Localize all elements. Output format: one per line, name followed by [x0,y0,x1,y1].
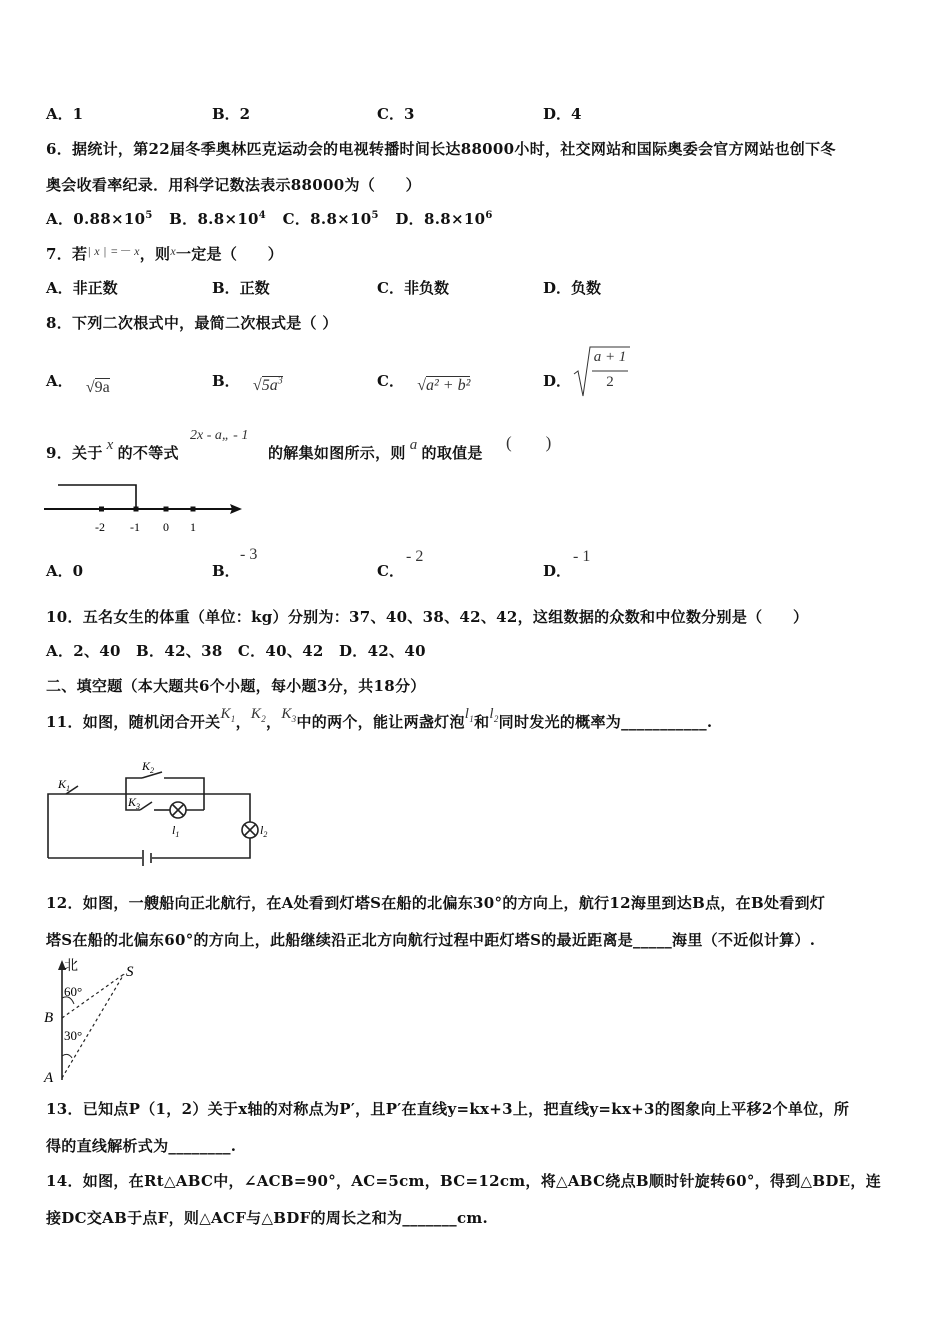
q6-stem-line2: 奥会收看率纪录．用科学记数法表示88000为（ ） [46,176,421,194]
fraction-denominator: 2 [606,374,614,390]
angle-arc-30 [62,1054,72,1058]
tick-mark [164,507,169,512]
q9-option-d-value: - 1 [573,548,591,565]
q9-option-b-value: - 3 [240,546,258,563]
fraction-numerator: a + 1 [593,349,627,365]
q9-number-line [44,478,254,542]
q7-option-c: C．非负数 [377,279,449,297]
q9-answer-paren: ( ) [506,433,552,452]
q13-stem-line1: 13．已知点P（1，2）关于x轴的对称点为P′，且P′在直线y=kx+3上，把直线y=kx+3的图象向上平移2个单位，所 [46,1100,850,1118]
q7-stem: 7．若$^{| x | =- x}$，则$^x$一定是（ ） [46,244,284,263]
wire [204,794,250,822]
q14-stem-line1: 14．如图，在Rt△ABC中，∠ACB=90°，AC=5cm，BC=12cm，将△ABC绕点B顺时针旋转60°，得到△BDE，连 [46,1172,882,1190]
q14-stem-line2: 接DC交AB于点F，则△ACF与△BDF的周长之和为_______cm. [46,1209,489,1227]
label-k1: $K_1$ [58,777,71,793]
q10-stem: 10．五名女生的体重（单位：kg）分别为：37、40、38、42、42，这组数据的众数和中位数分别是（ ） [46,608,809,626]
q9-stem-b: 的解集如图所示，则 a 的取值是 [268,437,483,462]
label-angle-30: 30° [64,1028,83,1043]
label-k3: $K_3$ [128,795,141,811]
tick-label: -2 [95,520,105,534]
label-s: S [126,964,134,980]
q8-option-b: B． $√5a^3$ [212,372,283,394]
q6-option-b: B．$8.8\times 10^4$ [169,210,267,228]
label-angle-60: 60° [64,984,83,999]
solution-ray [58,485,136,509]
q9-inequality: 2x - a„ - 1 [190,428,249,443]
tick-label: -1 [130,520,140,534]
q5-option-c: C．3 [377,105,415,123]
q6-option-a: A．$0.88\times 10^5$ [46,210,153,228]
q11-circuit-diagram [44,758,284,868]
wire [164,778,204,794]
section-heading-fill-in: 二、填空题（本大题共6个小题，每小题3分，共18分） [46,677,426,695]
label-b: B [44,1010,54,1026]
q9-option-c-value: - 2 [406,548,424,565]
wire [48,794,82,858]
q8-option-d: D． [543,372,572,390]
tick-label: 0 [163,520,169,534]
q9-option-b: B． [212,562,240,580]
q7-option-a: A．非正数 [46,279,118,297]
label-a: A [44,1070,54,1086]
q13-stem-line2: 得的直线解析式为________. [46,1137,237,1155]
q6-options [46,208,493,229]
q8-option-d-radical [572,344,632,398]
q8-option-a: A． √9a [46,372,110,396]
q9-stem-a: 9．关于 x 的不等式 [46,437,179,462]
q11-stem: 11．如图，随机闭合开关$K_1$，$K_2$，$K_3$中的两个，能让两盏灯泡$l_1$和$l_2$同时发光的概率为___________. [46,706,713,731]
q6-option-d: D．$8.8\times 10^6$ [395,210,493,228]
q12-stem-line1: 12．如图，一艘船向正北航行，在A处看到灯塔S在船的北偏东30°的方向上，航行12海里到达B点，在B处看到灯 [46,894,826,912]
q9-option-a: A．0 [46,562,84,580]
q7-option-b: B．正数 [212,279,270,297]
q10-options: A．2、40 B．42、38 C．40、42 D．42、40 [46,642,426,660]
q6-stem-line1: 6．据统计，第22届冬季奥林匹克运动会的电视转播时间长达88000小时，社交网站和国际奥委会官方网站也创下冬 [46,140,836,158]
q6-option-c: C．$8.8\times 10^5$ [282,210,379,228]
q8-option-c: C． √a² + b² [377,372,471,394]
wire [152,838,250,858]
tick-label: 1 [190,520,196,534]
q5-option-a: A．1 [46,105,84,123]
switch-k3 [140,802,152,810]
label-l2: $l_2$ [260,823,268,839]
tick-mark [99,507,104,512]
q5-option-d: D．4 [543,105,582,123]
q12-stem-line2: 塔S在船的北偏东60°的方向上，此船继续沿正北方向航行过程中距灯塔S的最近距离是_____海里（不近似计算）. [46,931,816,949]
label-k2: $K_2$ [142,759,155,775]
q8-stem: 8．下列二次根式中，最简二次根式是（ ） [46,314,338,332]
q7-option-d: D．负数 [543,279,602,297]
tick-mark [134,507,139,512]
q5-option-b: B．2 [212,105,251,123]
wire [126,778,142,794]
q12-navigation-diagram [40,958,150,1088]
label-north: 北 [64,959,78,974]
label-l1: $l_1$ [172,823,180,839]
q9-option-d: D． [543,562,572,580]
q9-option-c: C． [377,562,404,580]
tick-mark [191,507,196,512]
